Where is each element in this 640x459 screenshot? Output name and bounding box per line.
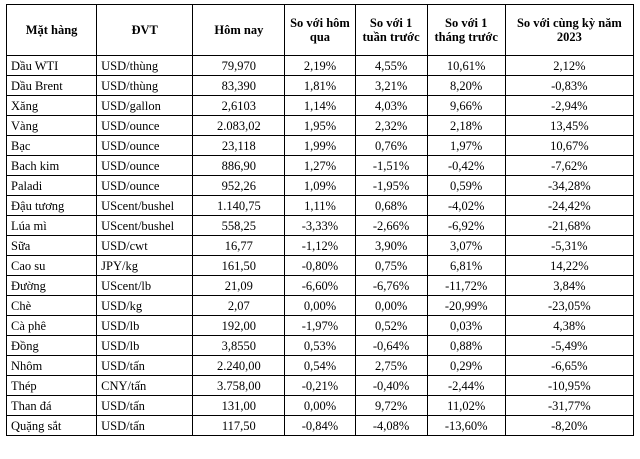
table-row [7,396,634,416]
cell-change-vs-year: -0,83% [505,76,633,96]
cell-unit: USD/tấn [97,356,193,376]
cell-today-price: 16,77 [193,236,285,256]
header-cell-unit: ĐVT [97,5,193,56]
cell-commodity-name: Quặng sắt [7,416,97,436]
table-row [7,276,634,296]
cell-unit: USD/gallon [97,96,193,116]
table-row [7,216,634,236]
cell-change-vs-year: 14,22% [505,256,633,276]
table-row [7,116,634,136]
cell-today-price: 83,390 [193,76,285,96]
cell-change-vs-yesterday: -6,60% [285,276,355,296]
cell-change-vs-week: 4,03% [355,96,427,116]
cell-change-vs-year: -5,31% [505,236,633,256]
header-cell-vs-year: So với cùng kỳ năm 2023 [505,5,633,56]
cell-change-vs-year: 4,38% [505,316,633,336]
cell-change-vs-year: -21,68% [505,216,633,236]
cell-change-vs-year: 10,67% [505,136,633,156]
table-row [7,136,634,156]
table-row [7,356,634,376]
cell-change-vs-month: -20,99% [427,296,505,316]
cell-commodity-name: Sữa [7,236,97,256]
table-row [7,96,634,116]
cell-unit: UScent/bushel [97,196,193,216]
cell-change-vs-month: 1,97% [427,136,505,156]
table-body [7,56,634,436]
cell-change-vs-week: -2,66% [355,216,427,236]
cell-change-vs-year: -24,42% [505,196,633,216]
cell-change-vs-yesterday: 1,99% [285,136,355,156]
cell-change-vs-week: 0,68% [355,196,427,216]
cell-change-vs-month: -4,02% [427,196,505,216]
cell-change-vs-month: 6,81% [427,256,505,276]
cell-today-price: 2.083,02 [193,116,285,136]
cell-change-vs-year: 13,45% [505,116,633,136]
cell-change-vs-yesterday: 1,09% [285,176,355,196]
cell-commodity-name: Dầu WTI [7,56,97,76]
cell-change-vs-year: -34,28% [505,176,633,196]
cell-change-vs-week: 0,00% [355,296,427,316]
cell-change-vs-week: 0,52% [355,316,427,336]
cell-unit: USD/kg [97,296,193,316]
header-cell-vs-month: So với 1 tháng trước [427,5,505,56]
table-row [7,336,634,356]
table-row [7,296,634,316]
cell-change-vs-month: 3,07% [427,236,505,256]
cell-unit: USD/cwt [97,236,193,256]
cell-commodity-name: Bach kim [7,156,97,176]
cell-today-price: 3,8550 [193,336,285,356]
cell-unit: USD/thùng [97,76,193,96]
cell-change-vs-yesterday: 1,11% [285,196,355,216]
table-row [7,196,634,216]
cell-commodity-name: Nhôm [7,356,97,376]
cell-commodity-name: Chè [7,296,97,316]
cell-change-vs-month: 11,02% [427,396,505,416]
cell-commodity-name: Bạc [7,136,97,156]
cell-unit: USD/ounce [97,156,193,176]
cell-today-price: 3.758,00 [193,376,285,396]
table-row [7,236,634,256]
cell-unit: UScent/lb [97,276,193,296]
cell-change-vs-month: 2,18% [427,116,505,136]
cell-change-vs-year: -5,49% [505,336,633,356]
cell-unit: USD/tấn [97,416,193,436]
cell-change-vs-year: -7,62% [505,156,633,176]
table-row [7,76,634,96]
cell-commodity-name: Lúa mì [7,216,97,236]
cell-change-vs-yesterday: 0,53% [285,336,355,356]
cell-change-vs-yesterday: 1,81% [285,76,355,96]
cell-today-price: 886,90 [193,156,285,176]
cell-unit: JPY/kg [97,256,193,276]
cell-change-vs-month: 9,66% [427,96,505,116]
cell-change-vs-yesterday: -3,33% [285,216,355,236]
cell-change-vs-month: 0,29% [427,356,505,376]
commodity-price-table [6,4,634,436]
cell-change-vs-week: 3,90% [355,236,427,256]
table-row [7,176,634,196]
table-row [7,376,634,396]
table-row [7,416,634,436]
cell-change-vs-yesterday: 0,00% [285,296,355,316]
header-cell-vs-yesterday: So với hôm qua [285,5,355,56]
cell-change-vs-week: 3,21% [355,76,427,96]
cell-commodity-name: Dầu Brent [7,76,97,96]
cell-change-vs-week: 0,76% [355,136,427,156]
cell-unit: USD/ounce [97,116,193,136]
cell-change-vs-month: 8,20% [427,76,505,96]
cell-today-price: 117,50 [193,416,285,436]
cell-change-vs-yesterday: -1,97% [285,316,355,336]
cell-change-vs-week: 9,72% [355,396,427,416]
cell-unit: USD/lb [97,316,193,336]
table-header [7,5,634,56]
table-row [7,316,634,336]
cell-change-vs-week: -1,51% [355,156,427,176]
cell-today-price: 2.240,00 [193,356,285,376]
cell-change-vs-year: -8,20% [505,416,633,436]
cell-change-vs-yesterday: 1,14% [285,96,355,116]
header-cell-name: Mặt hàng [7,5,97,56]
cell-unit: USD/ounce [97,176,193,196]
cell-unit: USD/lb [97,336,193,356]
cell-change-vs-week: 4,55% [355,56,427,76]
cell-commodity-name: Cao su [7,256,97,276]
cell-change-vs-month: 10,61% [427,56,505,76]
cell-change-vs-month: 0,03% [427,316,505,336]
cell-today-price: 2,6103 [193,96,285,116]
cell-change-vs-year: -6,65% [505,356,633,376]
cell-commodity-name: Vàng [7,116,97,136]
cell-today-price: 192,00 [193,316,285,336]
cell-change-vs-year: 2,12% [505,56,633,76]
cell-change-vs-yesterday: 2,19% [285,56,355,76]
cell-change-vs-month: -6,92% [427,216,505,236]
cell-commodity-name: Xăng [7,96,97,116]
cell-today-price: 21,09 [193,276,285,296]
cell-commodity-name: Cà phê [7,316,97,336]
cell-commodity-name: Than đá [7,396,97,416]
cell-today-price: 161,50 [193,256,285,276]
cell-today-price: 23,118 [193,136,285,156]
cell-unit: UScent/bushel [97,216,193,236]
cell-change-vs-month: -0,42% [427,156,505,176]
cell-today-price: 952,26 [193,176,285,196]
cell-commodity-name: Đậu tương [7,196,97,216]
cell-today-price: 1.140,75 [193,196,285,216]
cell-unit: USD/thùng [97,56,193,76]
cell-change-vs-week: -6,76% [355,276,427,296]
cell-today-price: 2,07 [193,296,285,316]
cell-change-vs-yesterday: -0,21% [285,376,355,396]
cell-commodity-name: Đường [7,276,97,296]
cell-unit: USD/tấn [97,396,193,416]
header-cell-today: Hôm nay [193,5,285,56]
header-cell-vs-week: So với 1 tuần trước [355,5,427,56]
cell-change-vs-month: 0,59% [427,176,505,196]
cell-unit: USD/ounce [97,136,193,156]
cell-change-vs-year: 3,84% [505,276,633,296]
table-row [7,156,634,176]
cell-today-price: 79,970 [193,56,285,76]
cell-change-vs-week: 0,75% [355,256,427,276]
cell-change-vs-yesterday: -1,12% [285,236,355,256]
cell-change-vs-year: -23,05% [505,296,633,316]
header-row [7,5,634,56]
cell-change-vs-month: -11,72% [427,276,505,296]
cell-change-vs-week: -4,08% [355,416,427,436]
cell-change-vs-yesterday: 1,95% [285,116,355,136]
cell-change-vs-week: -0,64% [355,336,427,356]
cell-change-vs-yesterday: 1,27% [285,156,355,176]
cell-change-vs-month: -2,44% [427,376,505,396]
table-row [7,56,634,76]
cell-unit: CNY/tấn [97,376,193,396]
cell-change-vs-week: 2,75% [355,356,427,376]
cell-change-vs-year: -10,95% [505,376,633,396]
cell-change-vs-year: -2,94% [505,96,633,116]
cell-change-vs-yesterday: 0,54% [285,356,355,376]
cell-change-vs-week: 2,32% [355,116,427,136]
cell-commodity-name: Đồng [7,336,97,356]
cell-change-vs-week: -1,95% [355,176,427,196]
cell-change-vs-week: -0,40% [355,376,427,396]
cell-today-price: 131,00 [193,396,285,416]
cell-change-vs-month: -13,60% [427,416,505,436]
cell-change-vs-month: 0,88% [427,336,505,356]
cell-change-vs-year: -31,77% [505,396,633,416]
cell-today-price: 558,25 [193,216,285,236]
cell-commodity-name: Thép [7,376,97,396]
cell-change-vs-yesterday: -0,84% [285,416,355,436]
cell-commodity-name: Paladi [7,176,97,196]
cell-change-vs-yesterday: -0,80% [285,256,355,276]
table-row [7,256,634,276]
cell-change-vs-yesterday: 0,00% [285,396,355,416]
